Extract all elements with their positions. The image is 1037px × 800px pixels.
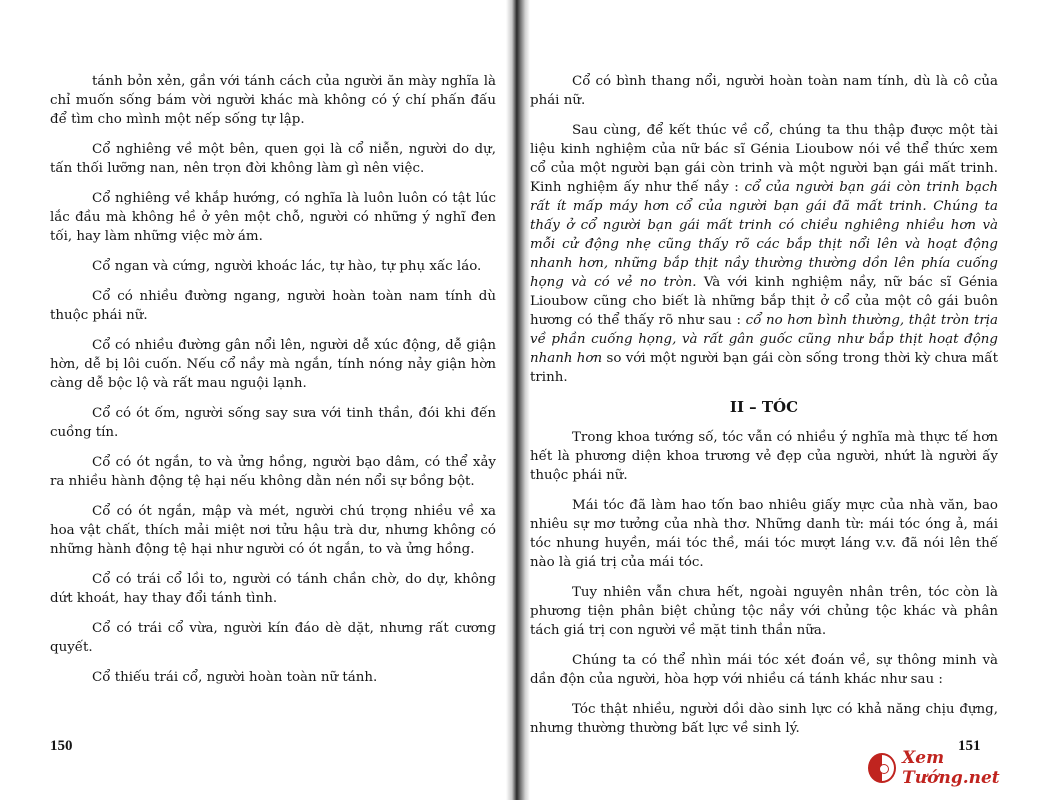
paragraph: Cổ có bình thang nổi, người hoàn toàn nam tính, dù là cô của phái nữ.	[530, 74, 998, 108]
paragraph: Tuy nhiên vẫn chưa hết, ngoài nguyên nhân trên, tóc còn là phương tiện phân biệt chủng tộc nầy với chủng tộc khác và phân tách giá trị con người về mặt tinh thần nữa.	[530, 585, 998, 638]
watermark	[868, 748, 1037, 788]
paragraph: Cổ thiếu trái cổ, người hoàn toàn nữ tánh.	[92, 670, 378, 685]
paragraph: Mái tóc đã làm hao tốn bao nhiêu giấy mực của nhà văn, bao nhiêu sự mơ tưởng của nhà thơ. Những danh từ: mái tóc óng ả, mái tóc nhung huyền, mái tóc thề, mái tóc mượt láng v.v. đã nói lên thế nào là giá trị của mái tóc.	[530, 498, 998, 570]
paragraph: tánh bỏn xẻn, gần với tánh cách của người ăn mày nghĩa là chỉ muốn sống bám vời người khác mà không có ý chí phấn đấu để tìm cho mình một nếp sống tự lập.	[50, 74, 496, 127]
paragraph: Cổ có nhiều đường ngang, người hoàn toàn nam tính dù thuộc phái nữ.	[50, 289, 496, 323]
quoted-text: cổ của người bạn gái còn trinh bạch rất ít mấp máy hơn cổ của người bạn gái đã mất trinh. Chúng ta thấy ở cổ người bạn gái mất trinh có chiều nghiêng nhiều hơn và mỗi cử động nhẹ cũng thấy rõ các bắp thịt nổi lên và hoạt động nhanh hơn, những bắp thịt nầy thường thường dồn lên phía cuống họng và có vẻ no tròn.	[530, 180, 998, 290]
yin-yang-icon	[868, 753, 896, 783]
paragraph: Cổ có ót ốm, người sống say sưa với tinh thần, đói khi đến cuồng tín.	[50, 406, 496, 440]
paragraph: Cổ nghiêng về khắp hướng, có nghĩa là luôn luôn có tật lúc lắc đầu mà không hề ở yên một chỗ, người có những ý nghĩ đen tối, hay làm những việc mờ ám.	[50, 191, 496, 244]
right-page-text	[530, 72, 998, 749]
paragraph-text: so với một người bạn gái còn sống trong thời kỳ chưa mất trinh.	[530, 351, 999, 385]
paragraph: Cổ có trái cổ lồi to, người có tánh chần chờ, do dự, không dứt khoát, hay thay đổi tánh tình.	[50, 572, 496, 606]
page-number-right: 151	[958, 738, 981, 754]
quoted-text: cổ no hơn bình thường, thật tròn trịa về phần cuống họng, và rất gân guốc cũng như bắp thịt hoạt động nhanh hơn	[530, 313, 998, 366]
right-page	[522, 0, 1037, 800]
paragraph: Trong khoa tướng số, tóc vẫn có nhiều ý nghĩa mà thực tế hơn hết là phương diện khoa trương vẻ đẹp của người, nhứt là người ấy thuộc phái nữ.	[530, 430, 998, 483]
page-number-left: 150	[50, 738, 73, 754]
paragraph: Cổ có ót ngắn, to và ửng hồng, người bạo dâm, có thể xảy ra nhiều hành động tệ hại nếu không dằn nén nổi sự bồng bột.	[50, 455, 496, 489]
paragraph: Cổ có nhiều đường gân nổi lên, người dễ xúc động, dễ giận hờn, dễ bị lôi cuốn. Nếu cổ nầy mà ngắn, tính nóng nảy giận hờn càng dễ bộc lộ và rất mau nguội lạnh.	[50, 338, 496, 391]
section-heading: II – TÓC	[729, 398, 799, 416]
paragraph: Chúng ta có thể nhìn mái tóc xét đoán về, sự thông minh và dần độn của người, hòa hợp với nhiều cá tánh khác như sau :	[530, 653, 998, 687]
paragraph: Cổ có ót ngắn, mập và mét, người chú trọng nhiều về xa hoa vật chất, thích mải miệt nơi tửu hậu trà dư, nhưng không có những hành động tệ hại như người có ót ngắn, to và ửng hồng.	[50, 504, 496, 557]
paragraph-text: Và với kinh nghiệm nầy, nữ bác sĩ Génia Lioubow cũng cho biết là những bắp thịt ở cổ của một cô gái buôn hương có thể thấy rõ như sau :	[530, 275, 998, 328]
watermark-text: Xem Tướng.net	[902, 748, 1000, 788]
paragraph: Cổ có trái cổ vừa, người kín đáo dè dặt, nhưng rất cương quyết.	[50, 621, 496, 655]
paragraph: Cổ ngan và cứng, người khoác lác, tự hào, tự phụ xấc láo.	[92, 259, 482, 274]
paragraph: Cổ nghiêng về một bên, quen gọi là cổ niễn, người do dự, tấn thối lưỡng nan, nên trọn đời không làm gì nên việc.	[50, 142, 496, 176]
paragraph-text: Sau cùng, để kết thúc về cổ, chúng ta thu thập được một tài liệu kinh nghiệm của nữ bác sĩ Génia Lioubow nói về thể thức xem cổ của một người bạn gái còn trinh và một người bạn gái mất trinh. Kinh nghiệm ấy như thế nầy :	[530, 123, 998, 195]
paragraph: Tóc thật nhiều, người dồi dào sinh lực có khả năng chịu đựng, nhưng thường thường bất lực về sinh lý.	[530, 702, 998, 736]
left-page	[0, 0, 512, 800]
left-page-text	[50, 72, 496, 698]
paragraph	[530, 121, 998, 387]
